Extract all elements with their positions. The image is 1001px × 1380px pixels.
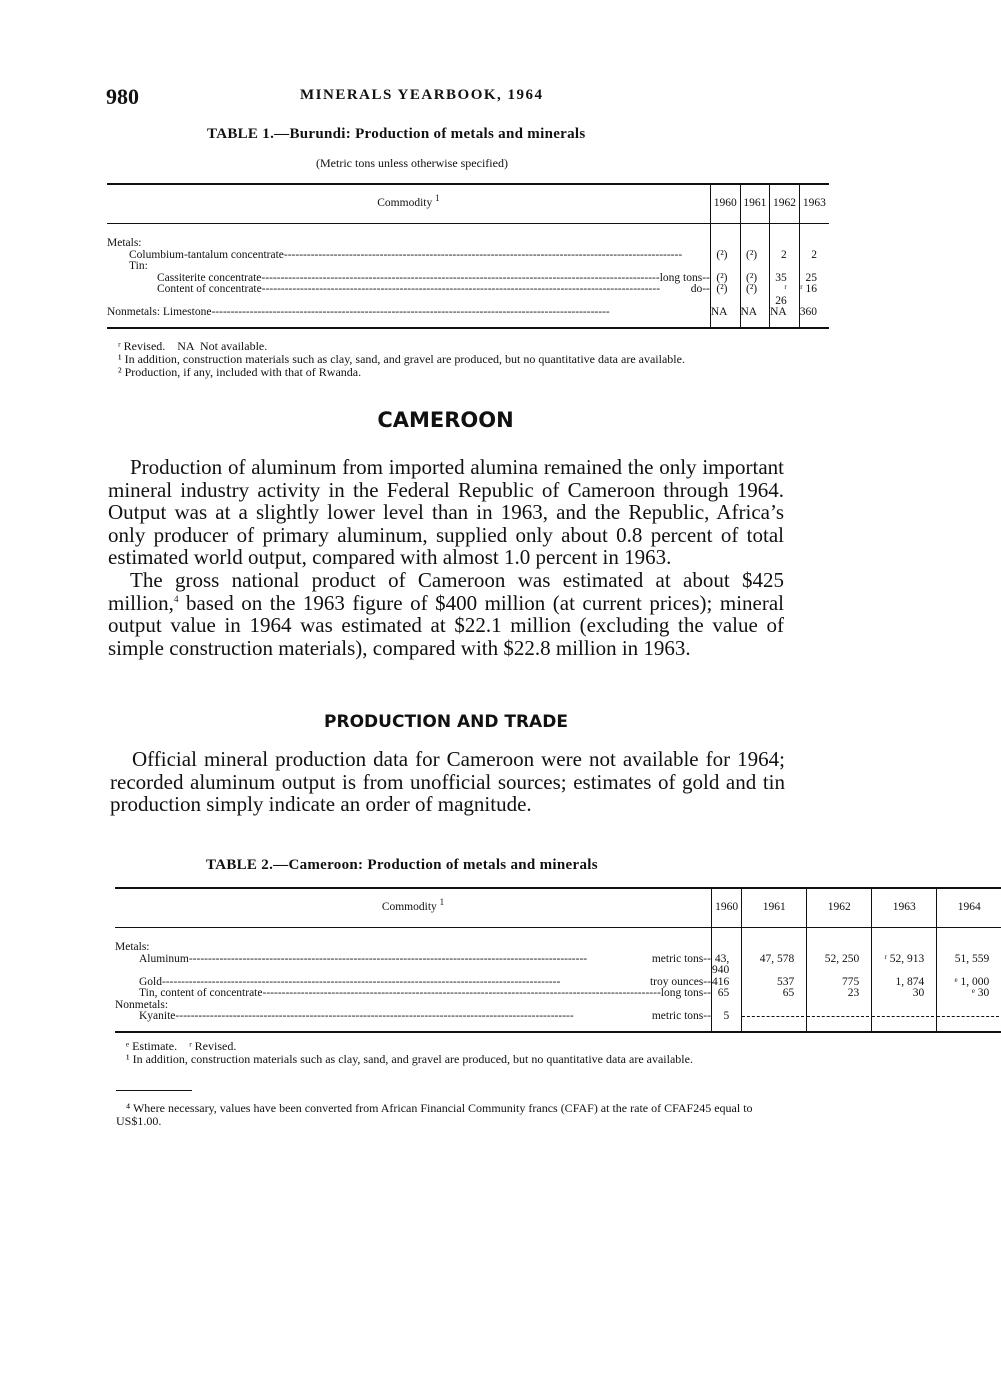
table-cell: [740, 224, 770, 250]
table-cell: 775: [807, 977, 872, 989]
table-cell: [799, 261, 829, 273]
table2: [115, 887, 1001, 1033]
row-unit: troy ounces: [649, 975, 704, 988]
table-row: [107, 261, 829, 273]
table-cell: 52, 250: [807, 954, 872, 977]
table-cell: 5: [711, 1011, 741, 1032]
row-label-text: Nonmetals: Limestone: [107, 306, 212, 318]
table-cell: [740, 261, 770, 273]
table-cell: [710, 261, 740, 273]
paragraph: Production of aluminum from imported alumina remained the only important mineral industry activity in the Federal Republic of Cameroon through 1964. Output was at a slightly lower level than in 1963, and the Republic, Africa’s only producer of primary aluminum, supplied only about 0.8 percent of total estimated world output, compared with almost 1.0 percent in 1963.: [108, 455, 784, 570]
table-cell: [937, 928, 1001, 954]
table-cell: [872, 1000, 937, 1012]
paragraph: Official mineral production data for Cameroon were not available for 1964; recorded aluminum output is from unofficial sources; estimates of gold and tin production simply indicate an order of magnitude.: [110, 747, 785, 817]
leader-end: --: [703, 987, 711, 999]
leader-end: --: [702, 271, 710, 284]
footnote: ² Production, if any, included with that of Rwanda.: [118, 365, 362, 379]
row-label-text: Metals:: [107, 237, 142, 249]
table-cell: [937, 1000, 1001, 1012]
table-cell: NA: [710, 307, 740, 328]
row-label-text: Tin, content of concentrate: [139, 987, 263, 999]
table-cell: 43, 940: [711, 954, 741, 977]
leader-end: --: [703, 1010, 711, 1022]
row-label: [107, 307, 710, 328]
table-cell: [807, 1000, 872, 1012]
page-number: 980: [106, 84, 139, 109]
section-heading-cameroon: CAMEROON: [377, 408, 514, 432]
table-cell: [742, 928, 807, 954]
table-row: [107, 224, 829, 250]
leader-dots: [284, 250, 710, 262]
row-label: [115, 988, 711, 1000]
table2-year-header: 1964: [937, 888, 1001, 928]
table-cell: NA: [770, 307, 800, 328]
empty-dash: [807, 1016, 869, 1017]
table-row: [115, 928, 1001, 954]
table1-commodity-header: Commodity $^1$: [107, 184, 710, 224]
empty-dash: [742, 1016, 804, 1017]
table-cell: 30: [872, 988, 937, 1000]
table1-year-header: 1961: [740, 184, 770, 224]
table-row: [107, 250, 829, 262]
table-cell: 2: [799, 250, 829, 262]
table1-subcaption: (Metric tons unless otherwise specified): [316, 156, 508, 170]
footnote: ʳ Revised. NA Not available.: [118, 339, 268, 353]
table-cell: [711, 928, 741, 954]
row-label-text: Cassiterite concentrate: [157, 271, 262, 284]
table-cell: 65: [711, 988, 741, 1000]
paragraph: The gross national product of Cameroon was estimated at about $425 million,$^4$ based on the 1963 figure of $400 million (at current prices); mineral output value in 1964 was estimated at $22.1 million (excluding the value of simple construction materials), compared with $22.8 million in 1963.: [108, 567, 784, 660]
table-cell: (²): [710, 273, 740, 285]
table-cell: [770, 224, 800, 250]
row-unit: metric tons: [651, 952, 704, 965]
row-label-text: Kyanite: [139, 1010, 176, 1022]
table-cell: [742, 1011, 807, 1032]
table-cell: [937, 1011, 1001, 1032]
table-cell: 1, 874: [872, 977, 937, 989]
table-cell: 360: [799, 307, 829, 328]
table-cell: 47, 578: [742, 954, 807, 977]
row-label: [115, 1011, 711, 1032]
row-label-text: Metals:: [115, 941, 150, 953]
table-cell: ʳ 52, 913: [872, 954, 937, 977]
table-cell: 537: [742, 977, 807, 989]
footnote-separator: [116, 1090, 192, 1091]
row-label: [115, 954, 711, 977]
table1: [107, 183, 829, 329]
page-footnote: ⁴ Where necessary, values have been converted from African Financial Community francs (CFAF) at the rate of CFAF245 equal to US$1.00.: [116, 1101, 753, 1128]
row-unit: do: [690, 283, 703, 295]
table-cell: ʳ 16: [799, 284, 829, 307]
row-label-text: Nonmetals:: [115, 998, 169, 1011]
table-cell: NA: [740, 307, 770, 328]
table1-year-header: 1960: [710, 184, 740, 224]
table-cell: ᵉ 30: [937, 988, 1001, 1000]
row-unit: long tons: [660, 987, 704, 999]
table-cell: 51, 559: [937, 954, 1001, 977]
footnote: ᵉ Estimate. ʳ Revised.: [126, 1039, 237, 1053]
table-cell: [807, 928, 872, 954]
production-body: [110, 748, 785, 816]
table-row: [115, 954, 1001, 977]
table-cell: ʳ 26: [770, 284, 800, 307]
row-label: [107, 284, 710, 307]
table1-year-header: 1963: [799, 184, 829, 224]
table-row: [115, 1011, 1001, 1032]
table-cell: [742, 1000, 807, 1012]
table1-year-header: 1962: [770, 184, 800, 224]
table-cell: 416: [711, 977, 741, 989]
table-row: [107, 284, 829, 307]
row-label: [115, 928, 711, 954]
row-label-text: Content of concentrate: [157, 283, 262, 295]
leader-end: --: [703, 975, 711, 988]
table-cell: (²): [740, 284, 770, 307]
table2-year-header: 1961: [742, 888, 807, 928]
footnote: ¹ In addition, construction materials such as clay, sand, and gravel are produced, but no quantitative data are available.: [126, 1052, 693, 1066]
table-cell: 23: [807, 988, 872, 1000]
table-cell: (²): [740, 250, 770, 262]
running-head: MINERALS YEARBOOK, 1964: [300, 87, 544, 103]
row-label-text: Aluminum: [139, 952, 189, 965]
leader-end: --: [703, 952, 711, 965]
table1-caption: TABLE 1.—Burundi: Production of metals and minerals: [207, 126, 586, 142]
table-cell: 35: [770, 273, 800, 285]
table2-caption: TABLE 2.—Cameroon: Production of metals and minerals: [206, 857, 598, 873]
leader-dots: [189, 954, 652, 966]
leader-dots: [211, 307, 709, 319]
table-row: [115, 988, 1001, 1000]
table-cell: [710, 224, 740, 250]
cameroon-body: [108, 456, 784, 659]
row-unit: long tons: [659, 271, 703, 284]
table-cell: 25: [799, 273, 829, 285]
row-label-text: Gold: [139, 975, 162, 988]
table2-year-header: 1962: [807, 888, 872, 928]
table-cell: 2: [770, 250, 800, 262]
table-cell: (²): [710, 284, 740, 307]
footnote: ¹ In addition, construction materials such as clay, sand, and gravel are produced, but no quantitative data are available.: [118, 352, 685, 366]
row-label-text: Columbium-tantalum concentrate: [129, 248, 284, 261]
row-label: [107, 250, 710, 262]
table2-year-header: 1963: [872, 888, 937, 928]
table2-footnotes: [116, 1040, 788, 1066]
leader-dots: [262, 284, 691, 296]
table-cell: [872, 928, 937, 954]
empty-dash: [937, 1016, 999, 1017]
row-label: [107, 224, 710, 250]
table-cell: [799, 224, 829, 250]
table2-year-header: 1960: [711, 888, 741, 928]
row-label-text: Tin:: [129, 260, 148, 272]
leader-dots: [175, 1011, 651, 1023]
table-row: [107, 307, 829, 328]
section-subheading: PRODUCTION AND TRADE: [324, 712, 568, 732]
empty-dash: [872, 1016, 934, 1017]
table-cell: ᵉ 1, 000: [937, 977, 1001, 989]
leader-dots: [263, 988, 661, 1000]
table-cell: [770, 261, 800, 273]
leader-end: --: [702, 283, 710, 295]
table-cell: [807, 1011, 872, 1032]
row-label: [107, 261, 710, 273]
table2-commodity-header: Commodity $^1$: [115, 888, 711, 928]
table-cell: (²): [710, 250, 740, 262]
table1-footnotes: [108, 340, 783, 379]
table-cell: 65: [742, 988, 807, 1000]
row-unit: metric tons: [651, 1010, 704, 1022]
table-cell: [872, 1011, 937, 1032]
table-cell: (²): [740, 273, 770, 285]
